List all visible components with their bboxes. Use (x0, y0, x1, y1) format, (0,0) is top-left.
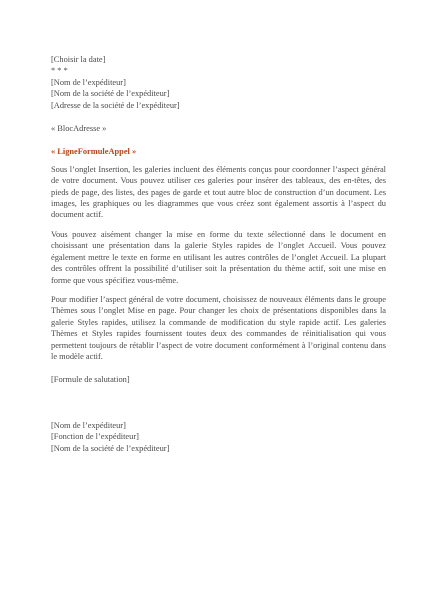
signature-company-field: [Nom de la société de l’expéditeur] (51, 443, 170, 453)
body-paragraph: Sous l’onglet Insertion, les galeries incluent des éléments conçus pour coordonner l’aspect général de votre document. Vous pouvez utiliser ces galeries pour insérer des tableaux, des en-têtes, des pieds de page, des listes, des pages de garde et tout autre bloc de construction d’un document. Les images, les graphiques ou les diagrammes que vous créez sont également assortis à l’aspect du document actif. (51, 164, 386, 220)
sender-name-field: [Nom de l’expéditeur] (51, 77, 126, 87)
spacer (51, 386, 386, 420)
separator-stars: * * * (51, 66, 68, 76)
spacer (51, 221, 386, 229)
spacer (51, 286, 386, 294)
sender-company-field: [Nom de la société de l’expéditeur] (51, 89, 170, 99)
spacer (51, 111, 386, 123)
letter-body (51, 54, 386, 454)
closing-field: [Formule de salutation] (51, 375, 130, 385)
date-field: [Choisir la date] (51, 55, 106, 64)
spacer (51, 134, 386, 146)
greeting-line-field: « LigneFormuleAppel » (51, 147, 137, 157)
signature-title-field: [Fonction de l’expéditeur] (51, 432, 139, 442)
address-block-field: « BlocAdresse » (51, 124, 107, 134)
signature-name-field: [Nom de l’expéditeur] (51, 420, 126, 430)
body-paragraph: Vous pouvez aisément changer la mise en forme du texte sélectionné dans le document en choisissant une présentation dans la galerie Styles rapides de l’onglet Accueil. Vous pouvez également mettre le texte en forme en utilisant les autres contrôles de l’onglet Accueil. La plupart des contrôles offrent la possibilité d’utiliser soit la présentation du thème actif, soit une mise en forme que vous spécifiez vous-même. (51, 229, 386, 285)
sender-address-field: [Adresse de la société de l’expéditeur] (51, 100, 180, 110)
spacer (51, 362, 386, 374)
body-paragraph: Pour modifier l’aspect général de votre document, choisissez de nouveaux éléments dans le groupe Thèmes sous l’onglet Mise en page. Pour changer les choix de présentations disponibles dans la galerie Styles rapides, utilisez la commande de modification du style rapide actif. Les galeries Thèmes et Styles rapides fournissent toutes deux des commandes de réinitialisation qui vous permettent toujours de rétablir l’aspect de votre document conformément à l’original contenu dans le modèle actif. (51, 294, 386, 361)
